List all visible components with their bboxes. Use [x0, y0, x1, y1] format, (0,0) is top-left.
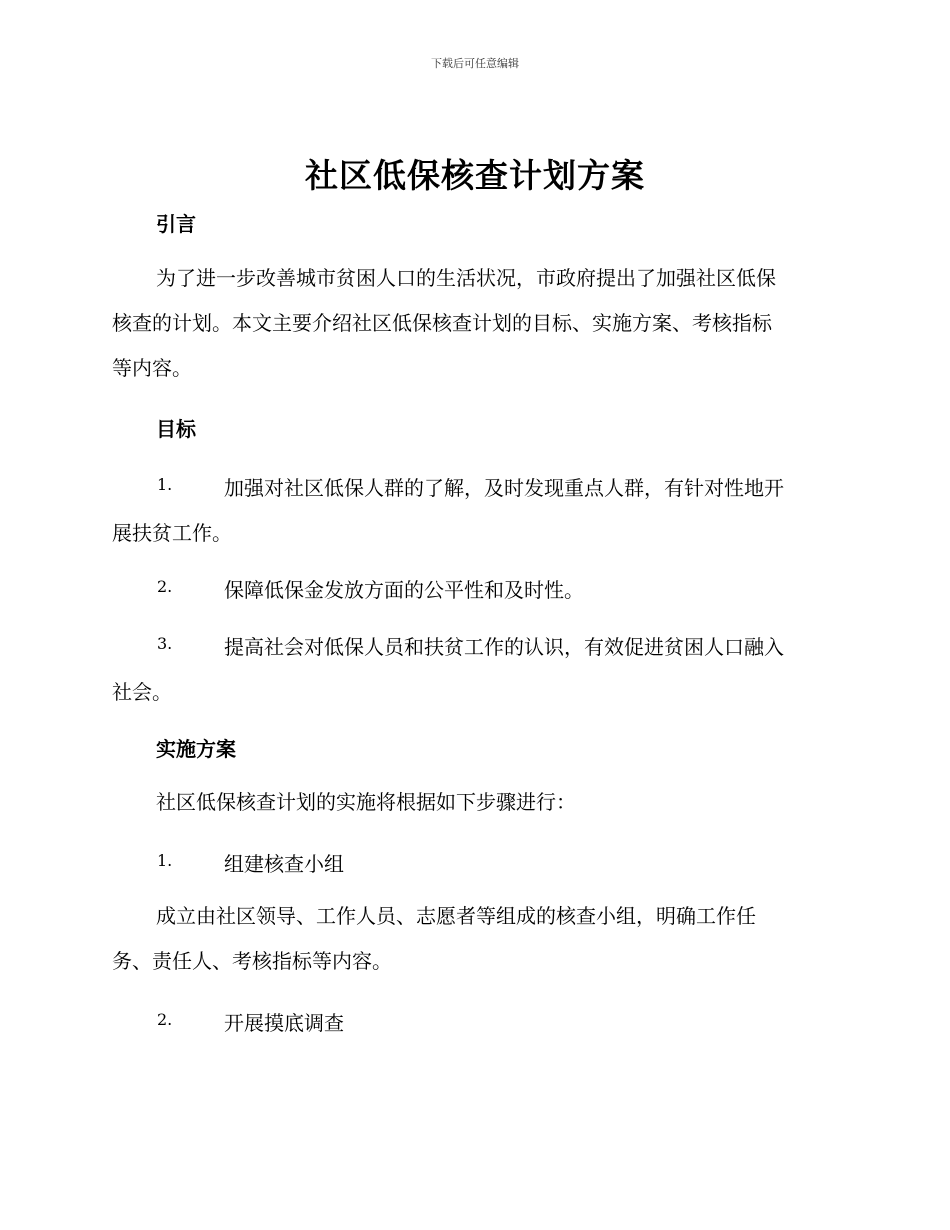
goal-3-number: 3. — [157, 634, 173, 653]
section-heading-goals: 目标 — [156, 417, 196, 441]
document-title: 社区低保核查计划方案 — [305, 156, 645, 195]
goal-3-text: 提高社会对低保人员和扶贫工作的认识，有效促进贫困人口融入 — [224, 635, 784, 659]
step-2-number: 2. — [157, 1010, 173, 1029]
step-2-text: 开展摸底调查 — [224, 1011, 344, 1035]
goal-3-continuation: 社会。 — [112, 680, 172, 704]
step-1-number: 1. — [157, 851, 173, 870]
intro-line-1: 为了进一步改善城市贫困人口的生活状况，市政府提出了加强社区低保 — [156, 266, 776, 290]
goal-2-text: 保障低保金发放方面的公平性和及时性。 — [224, 578, 584, 602]
goal-1-continuation: 展扶贫工作。 — [112, 521, 232, 545]
goal-1-number: 1. — [157, 475, 173, 494]
intro-line-2: 核查的计划。本文主要介绍社区低保核查计划的目标、实施方案、考核指标 — [112, 311, 772, 335]
step-1-desc-line-2: 务、责任人、考核指标等内容。 — [112, 949, 392, 973]
plan-intro: 社区低保核查计划的实施将根据如下步骤进行： — [156, 790, 576, 814]
intro-line-3: 等内容。 — [112, 356, 192, 380]
step-1-desc-line-1: 成立由社区领导、工作人员、志愿者等组成的核查小组，明确工作任 — [156, 904, 756, 928]
goal-2-number: 2. — [157, 577, 173, 596]
goal-1-text: 加强对社区低保人群的了解，及时发现重点人群，有针对性地开 — [224, 476, 784, 500]
page-header-note: 下载后可任意编辑 — [431, 57, 519, 70]
section-heading-intro: 引言 — [156, 212, 196, 236]
section-heading-plan: 实施方案 — [156, 737, 236, 761]
step-1-text: 组建核查小组 — [224, 852, 344, 876]
